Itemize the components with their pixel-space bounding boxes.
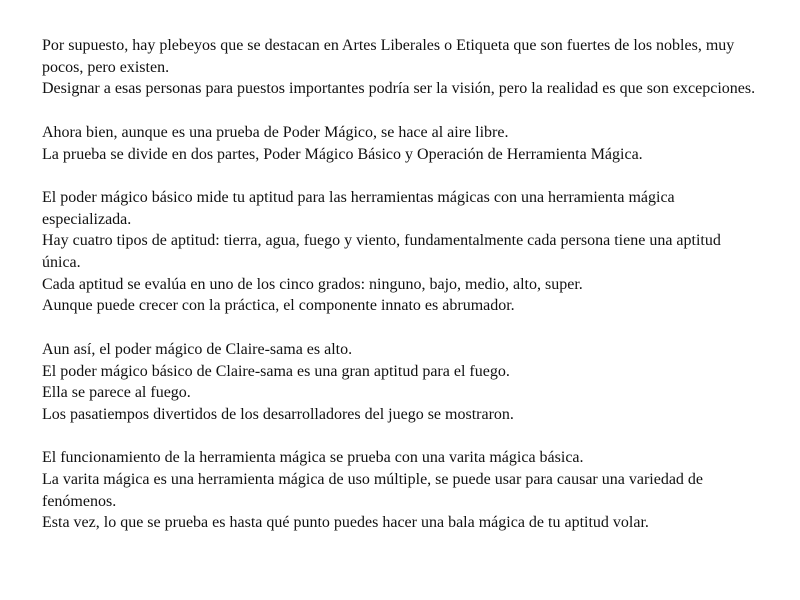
text-line: Aun así, el poder mágico de Claire-sama es alto. [42,340,353,358]
text-line: Aunque puede crecer con la práctica, el componente innato es abrumador. [42,297,515,315]
text-line: El funcionamiento de la herramienta mágica se prueba con una varita mágica básica. [42,449,584,467]
text-line: Designar a esas personas para puestos importantes podría ser la visión, pero la realidad es que son excepciones. [42,80,756,98]
paragraph-1 [42,35,762,100]
text-line: La varita mágica es una herramienta mágica de uso múltiple, se puede usar para causar una variedad de fenómenos. [42,471,704,510]
paragraph-5 [42,447,762,534]
text-line: Cada aptitud se evalúa en uno de los cinco grados: ninguno, bajo, medio, alto, super. [42,275,583,293]
text-line: Los pasatiempos divertidos de los desarrolladores del juego se mostraron. [42,405,514,423]
text-line: Ahora bien, aunque es una prueba de Poder Mágico, se hace al aire libre. [42,123,509,141]
text-line: La prueba se divide en dos partes, Poder Mágico Básico y Operación de Herramienta Mágica. [42,145,643,163]
text-line: Ella se parece al fuego. [42,384,191,402]
text-line: El poder mágico básico mide tu aptitud para las herramientas mágicas con una herramienta mágica especializada. [42,188,675,228]
document-body [42,35,762,534]
text-line: El poder mágico básico de Claire-sama es una gran aptitud para el fuego. [42,362,510,380]
paragraph-3 [42,187,762,317]
paragraph-2 [42,122,762,165]
text-line: Esta vez, lo que se prueba es hasta qué punto puedes hacer una bala mágica de tu aptitud volar. [42,514,649,532]
text-line: Por supuesto, hay plebeyos que se destacan en Artes Liberales o Etiqueta que son fuertes de los nobles, muy pocos, pero existen. [42,37,735,76]
text-line: Hay cuatro tipos de aptitud: tierra, agua, fuego y viento, fundamentalmente cada persona tiene una aptitud única. [42,232,721,271]
paragraph-4 [42,339,762,426]
